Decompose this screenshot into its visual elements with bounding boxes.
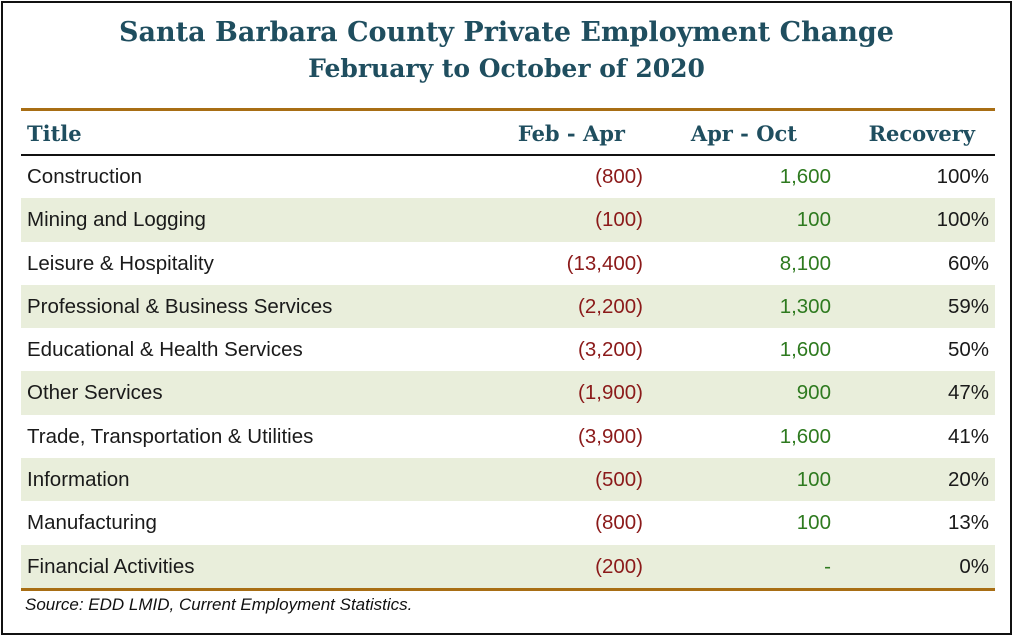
table-row bbox=[21, 415, 995, 458]
row-title: Professional & Business Services bbox=[27, 294, 333, 318]
row-recovery: 100% bbox=[936, 165, 989, 188]
table-header bbox=[21, 113, 995, 156]
table-row bbox=[21, 198, 995, 241]
table-row bbox=[21, 501, 995, 544]
top-rule bbox=[21, 108, 995, 111]
table-row bbox=[21, 155, 995, 198]
table-body bbox=[21, 155, 995, 588]
row-apr-oct: 1,600 bbox=[779, 424, 831, 448]
table-row bbox=[21, 458, 995, 501]
row-recovery: 59% bbox=[947, 294, 989, 318]
row-apr-oct: 100 bbox=[796, 208, 831, 232]
row-apr-oct: 900 bbox=[796, 381, 831, 405]
row-apr-oct: 100 bbox=[796, 511, 831, 535]
row-recovery: 47% bbox=[947, 381, 989, 405]
table-subtitle: February to October of 2020 bbox=[308, 54, 705, 83]
table-row bbox=[21, 545, 995, 588]
row-feb-apr: (800) bbox=[595, 165, 643, 188]
row-apr-oct: 1,600 bbox=[779, 165, 831, 188]
header-feb-apr: Feb - Apr bbox=[517, 121, 625, 146]
row-title: Leisure & Hospitality bbox=[27, 251, 214, 275]
row-feb-apr: (800) bbox=[595, 511, 643, 535]
bottom-rule bbox=[21, 588, 995, 591]
row-apr-oct: 100 bbox=[796, 468, 831, 492]
row-feb-apr: (2,200) bbox=[578, 294, 643, 318]
row-title: Financial Activities bbox=[27, 554, 195, 578]
header-apr-oct: Apr - Oct bbox=[690, 121, 797, 146]
row-feb-apr: (500) bbox=[595, 468, 643, 492]
row-apr-oct: 1,600 bbox=[779, 338, 831, 362]
table-title: Santa Barbara County Private Employment Change bbox=[119, 17, 894, 48]
row-feb-apr: (1,900) bbox=[578, 381, 643, 405]
row-apr-oct: 8,100 bbox=[779, 251, 831, 275]
row-apr-oct: - bbox=[824, 554, 831, 578]
row-recovery: 13% bbox=[947, 511, 989, 535]
source-note: Source: EDD LMID, Current Employment Statistics. bbox=[25, 595, 413, 614]
table-row bbox=[21, 285, 995, 328]
table-frame bbox=[1, 1, 1012, 635]
row-recovery: 50% bbox=[947, 338, 989, 362]
row-title: Construction bbox=[27, 165, 143, 188]
table-row bbox=[21, 371, 995, 414]
row-feb-apr: (200) bbox=[595, 554, 643, 578]
header-title: Title bbox=[27, 121, 82, 146]
row-title: Educational & Health Services bbox=[27, 338, 303, 362]
row-feb-apr: (100) bbox=[595, 208, 643, 232]
header-recovery: Recovery bbox=[868, 121, 975, 146]
row-title: Information bbox=[27, 468, 130, 492]
table-row bbox=[21, 242, 995, 285]
row-recovery: 20% bbox=[947, 468, 989, 492]
table-title-block bbox=[3, 15, 1010, 87]
row-title: Trade, Transportation & Utilities bbox=[27, 424, 314, 448]
row-title: Manufacturing bbox=[27, 511, 157, 535]
row-feb-apr: (3,900) bbox=[578, 424, 643, 448]
row-title: Mining and Logging bbox=[27, 208, 206, 232]
row-feb-apr: (13,400) bbox=[566, 251, 643, 275]
row-recovery: 100% bbox=[936, 208, 989, 232]
row-recovery: 60% bbox=[947, 251, 989, 275]
row-recovery: 41% bbox=[947, 424, 989, 448]
row-recovery: 0% bbox=[959, 554, 989, 578]
row-apr-oct: 1,300 bbox=[779, 294, 831, 318]
row-feb-apr: (3,200) bbox=[578, 338, 643, 362]
table-row bbox=[21, 328, 995, 371]
row-title: Other Services bbox=[27, 381, 163, 405]
